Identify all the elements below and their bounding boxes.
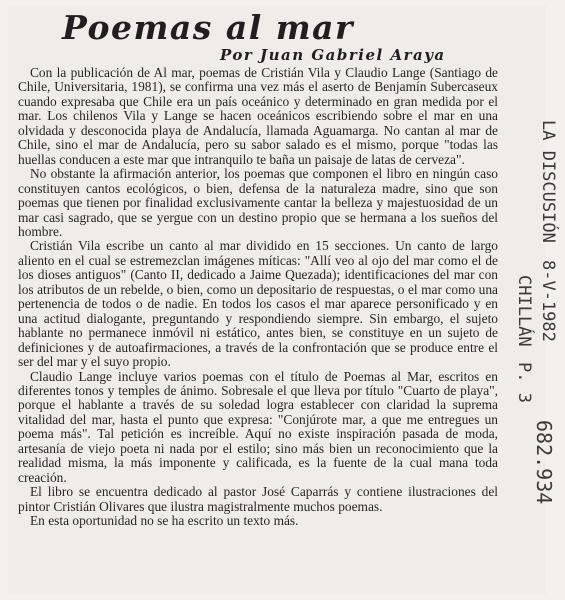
article-byline: Por Juan Gabriel Araya xyxy=(220,46,446,64)
annotation-source: LA DISCUSIÓN xyxy=(538,120,558,243)
annotation-ref: 682.934 xyxy=(532,420,556,505)
newspaper-clipping xyxy=(8,6,546,594)
article-title: Poemas al mar xyxy=(62,8,354,47)
paragraph: Cristián Vila escribe un canto al mar dividido en 15 secciones. Un canto de largo aliento en el cual se estremezclan imágenes míticas: "Allí veo al ojo del mar como el de los dioses antiguos" (Canto II, dedicado a Jaime Quezada); identificaciones del mar con los atributos de un rebelde, o bien, como un depositario de respuestas, o el mar como una pertenencia de todos o de nadie. En todos los casos el mar aparece personificado y en una actitud dialogante, preguntando y respondiendo siempre. Sin embargo, el sujeto hablante no permanece inmóvil ni estático, antes bien, se constituye en un sujeto de definiciones y de autoafirmaciones, a través de la confrontación que se produce entre el ser del mar y el suyo propio. xyxy=(18,238,498,370)
paragraph: El libro se encuentra dedicado al pastor José Caparrás y contiene ilustraciones del pintor Cristián Olivares que ilustra magistralmente muchos poemas. xyxy=(18,484,498,514)
paragraph: Con la publicación de Al mar, poemas de Cristián Vila y Claudio Lange (Santiago de Chile, Universitaria, 1981), se confirma una vez más el aserto de Benjamín Subercaseux cuando expresaba que Chile era un país oceánico y determinado en gran medida por el mar. Los chilenos Vila y Lange se hacen oceánicos escribiendo sobre el mar en una olvidada y desconocida playa de Andalucía, llamada Aguamarga. No cantan al mar de Chile, sino el mar de Andalucía, pero su sabor salado es el mismo, porque "todas las huellas conducen a este mar que intranquilo te baña un paisaje de latas de cerveza". xyxy=(18,65,498,167)
annotation-date: 8-V-1982 xyxy=(538,260,558,342)
article-body xyxy=(18,66,498,529)
paragraph: No obstante la afirmación anterior, los poemas que componen el libro en ningún caso constituyen cantos ecológicos, o bien, defensa de la naturaleza madre, sino que son poemas que tienen por finalidad exclusivamente cantar la belleza y majestuosidad de un mar casi sagrado, que se yergue con un destino propio que se hermana a los sueños del hombre. xyxy=(18,166,498,239)
annotation-page: P. 3 xyxy=(514,362,534,403)
paragraph: En esta oportunidad no se ha escrito un texto más. xyxy=(30,513,299,529)
annotation-place: CHILLÁN xyxy=(514,275,534,347)
paragraph: Claudio Lange incluye varios poemas con el título de Poemas al Mar, escritos en diferentes tonos y temples de ánimo. Sobresale el que lleva por título "Cuarto de playa", porque el hablante a través de su soledad logra establecer con claridad la suprema vitalidad del mar, hasta el punto que expresa: "Conjúrote mar, a que me entregues un poema más". Tal petición es increíble. Aquí no existe inspiración pasada de moda, artesanía de viejo poeta ni nada por el estilo; sino más bien un reconocimiento que la realidad misma, la más imponente y calificada, es la fuente de la cual mana toda creación. xyxy=(18,368,498,485)
